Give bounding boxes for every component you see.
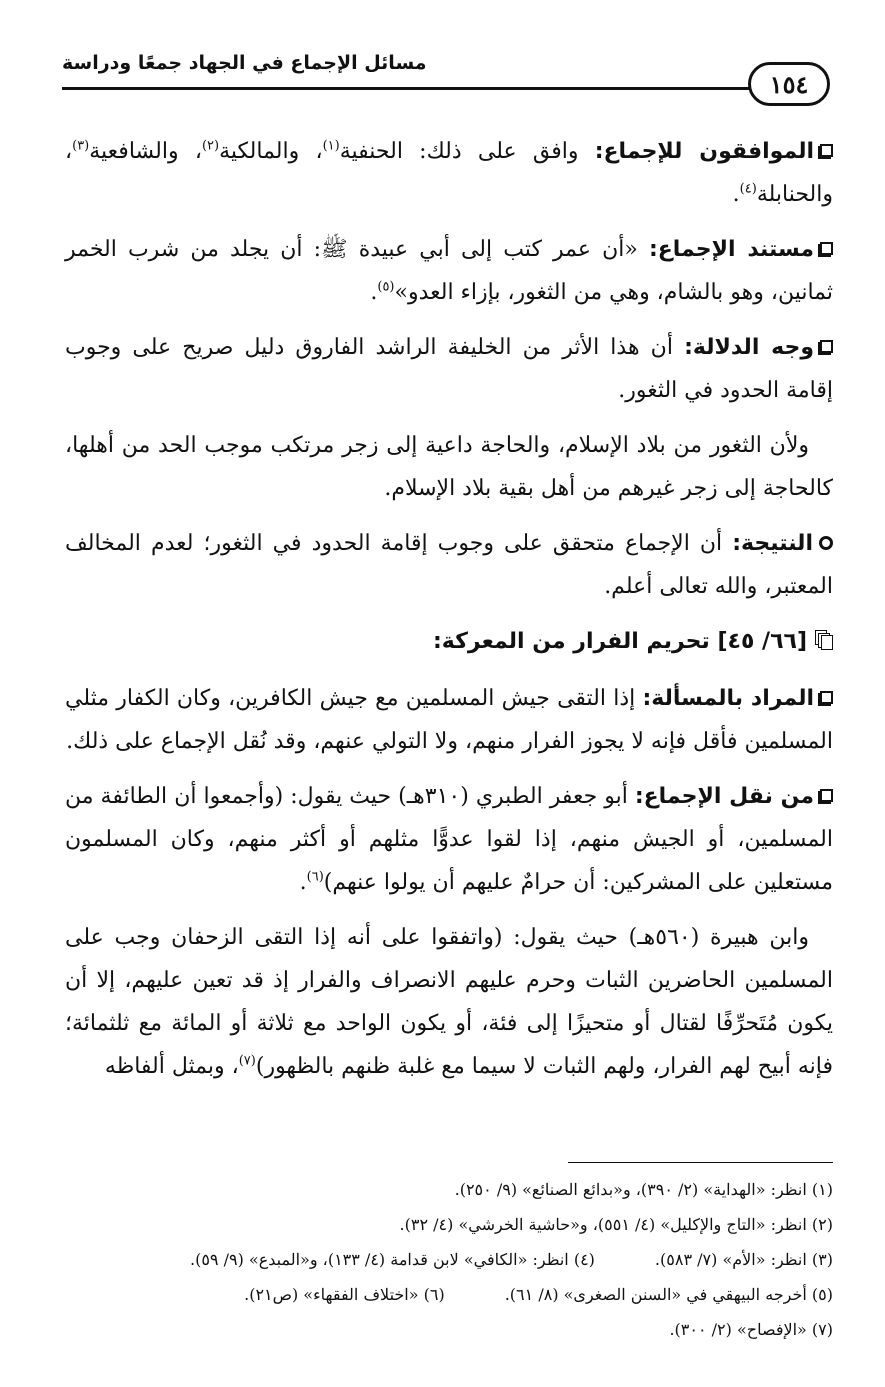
paragraph-ibn-hubayra — [65, 916, 833, 1088]
footnote-line — [65, 1312, 833, 1347]
running-title: مسائل الإجماع في الجهاد جمعًا ودراسة — [62, 52, 427, 74]
square-bullet-icon — [820, 144, 833, 157]
square-bullet-icon — [820, 340, 833, 353]
footnote-6: (٦) «اختلاف الفقهاء» (ص٢١). — [244, 1285, 445, 1304]
paragraph-agreeing-schools — [65, 130, 833, 216]
documents-icon — [815, 630, 833, 650]
footnote-line — [65, 1172, 833, 1207]
paragraph-label: الموافقون للإجماع: — [594, 139, 814, 164]
page-number: ١٥٤ — [748, 62, 830, 106]
footnote-ref[interactable]: (٢) — [201, 138, 220, 154]
footnote-separator — [568, 1162, 833, 1163]
paragraph-text: أن هذا الأثر من الخليفة الراشد الفاروق دليل صريح على وجوب إقامة الحدود في الثغور. — [65, 335, 833, 403]
square-bullet-icon — [820, 242, 833, 255]
paragraph-label: وجه الدلالة: — [684, 335, 815, 360]
paragraph-label: مستند الإجماع: — [648, 237, 814, 262]
footnote-ref[interactable]: (٧) — [238, 1053, 256, 1069]
footnote-2: (٢) انظر: «التاج والإكليل» (٤/ ٥٥١)، و«حاشية الخرشي» (٤/ ٣٢). — [399, 1215, 833, 1234]
paragraph-consensus-basis — [65, 228, 833, 314]
paragraph-evidence — [65, 326, 833, 412]
ring-bullet-icon — [819, 536, 833, 550]
paragraph-text: . — [370, 280, 378, 305]
paragraph-transmitters — [65, 775, 833, 904]
footnote-line — [65, 1207, 833, 1242]
footnote-ref[interactable]: (٤) — [739, 181, 757, 197]
footnote-7: (٧) «الإفصاح» (٢/ ٣٠٠). — [669, 1320, 833, 1339]
header-rule — [62, 87, 762, 90]
paragraph-text: وابن هبيرة (٥٦٠هـ) حيث يقول: (واتفقوا على أنه إذا التقى الزحفان وجب على المسلمين الحاضرين الثبات وحرم عليهم الانصراف والفرار إذ قد تعين عليهم، إلا أن يكون مُتَحرِّفًا لقتال أو متحيزًا إلى فئة، أو يكون الواحد مع ثلاثة أو المائة مع ثلثمائة؛ فإنه أبيح لهم الفرار، ولهم الثبات لا سيما مع غلبة ظنهم بالظهور) — [65, 925, 833, 1079]
footnote-1: (١) انظر: «الهداية» (٢/ ٣٩٠)، و«بدائع الصنائع» (٩/ ٢٥٠). — [454, 1180, 833, 1199]
footnote-line — [65, 1277, 833, 1312]
paragraph-label: المراد بالمسألة: — [642, 686, 815, 711]
paragraph-text: ، وبمثل ألفاظه — [104, 1054, 239, 1079]
footnotes — [65, 1172, 833, 1347]
paragraph-text: أبو جعفر الطبري (٣١٠هـ) حيث يقول: (وأجمعوا أن الطائفة من المسلمين، أو الجيش منهم، إذا لقوا عدوًّا مثلهم أو أكثر منهم، وكان المسلمون مستعلين على المشركين: أن حرامٌ عليهم أن يولوا عنهم) — [65, 784, 833, 895]
paragraph-text: وافق على ذلك: الحنفية — [339, 139, 595, 164]
paragraph-label: من نقل الإجماع: — [634, 784, 814, 809]
page-header — [62, 40, 840, 110]
section-heading — [65, 620, 833, 663]
paragraph-text: أن الإجماع متحقق على وجوب إقامة الحدود في الثغور؛ لعدم المخالف المعتبر، والله تعالى أعلم. — [65, 531, 833, 599]
square-bullet-icon — [820, 691, 833, 704]
paragraph-text: . — [732, 182, 740, 207]
footnote-ref[interactable]: (١) — [322, 138, 340, 154]
main-text — [65, 130, 833, 1100]
section-title: تحريم الفرار من المعركة: — [432, 629, 718, 654]
paragraph-result — [65, 522, 833, 608]
paragraph-label: النتيجة: — [732, 531, 813, 556]
footnote-4: (٤) انظر: «الكافي» لابن قدامة (٤/ ١٣٣)، و«المبدع» (٩/ ٥٩). — [190, 1250, 595, 1269]
footnote-line — [65, 1242, 833, 1277]
footnote-3: (٣) انظر: «الأم» (٧/ ٥٨٣). — [654, 1250, 833, 1269]
paragraph-text: . — [299, 870, 307, 895]
footnote-5: (٥) أخرجه البيهقي في «السنن الصغرى» (٨/ ٦١). — [504, 1285, 833, 1304]
paragraph-text: ولأن الثغور من بلاد الإسلام، والحاجة داعية إلى زجر مرتكب موجب الحد من أهلها، كالحاجة إلى زجر غيرهم من أهل بقية بلاد الإسلام. — [65, 433, 833, 501]
square-bullet-icon — [820, 789, 833, 802]
paragraph-text: إذا التقى جيش المسلمين مع جيش الكافرين، وكان الكفار مثلي المسلمين فأقل فإنه لا يجوز الفرار منهم، ولا التولي عنهم، وقد نُقل الإجماع على ذلك. — [65, 686, 833, 754]
paragraph-text: ، والمالكية — [219, 139, 323, 164]
section-number: [٦٦/ ٤٥] — [717, 629, 807, 654]
paragraph-reasoning — [65, 424, 833, 510]
paragraph-issue-meaning — [65, 677, 833, 763]
footnote-ref[interactable]: (٦) — [306, 869, 324, 885]
paragraph-text: ، والحنابلة — [65, 139, 833, 207]
paragraph-text: ، والشافعية — [89, 139, 202, 164]
footnote-ref[interactable]: (٥) — [377, 279, 395, 295]
footnote-ref[interactable]: (٣) — [72, 138, 90, 154]
paragraph-text: «أن عمر كتب إلى أبي عبيدة ﷺ: أن يجلد من شرب الخمر ثمانين، وهو بالشام، وهي من الثغور، بإزاء العدو» — [65, 237, 833, 305]
